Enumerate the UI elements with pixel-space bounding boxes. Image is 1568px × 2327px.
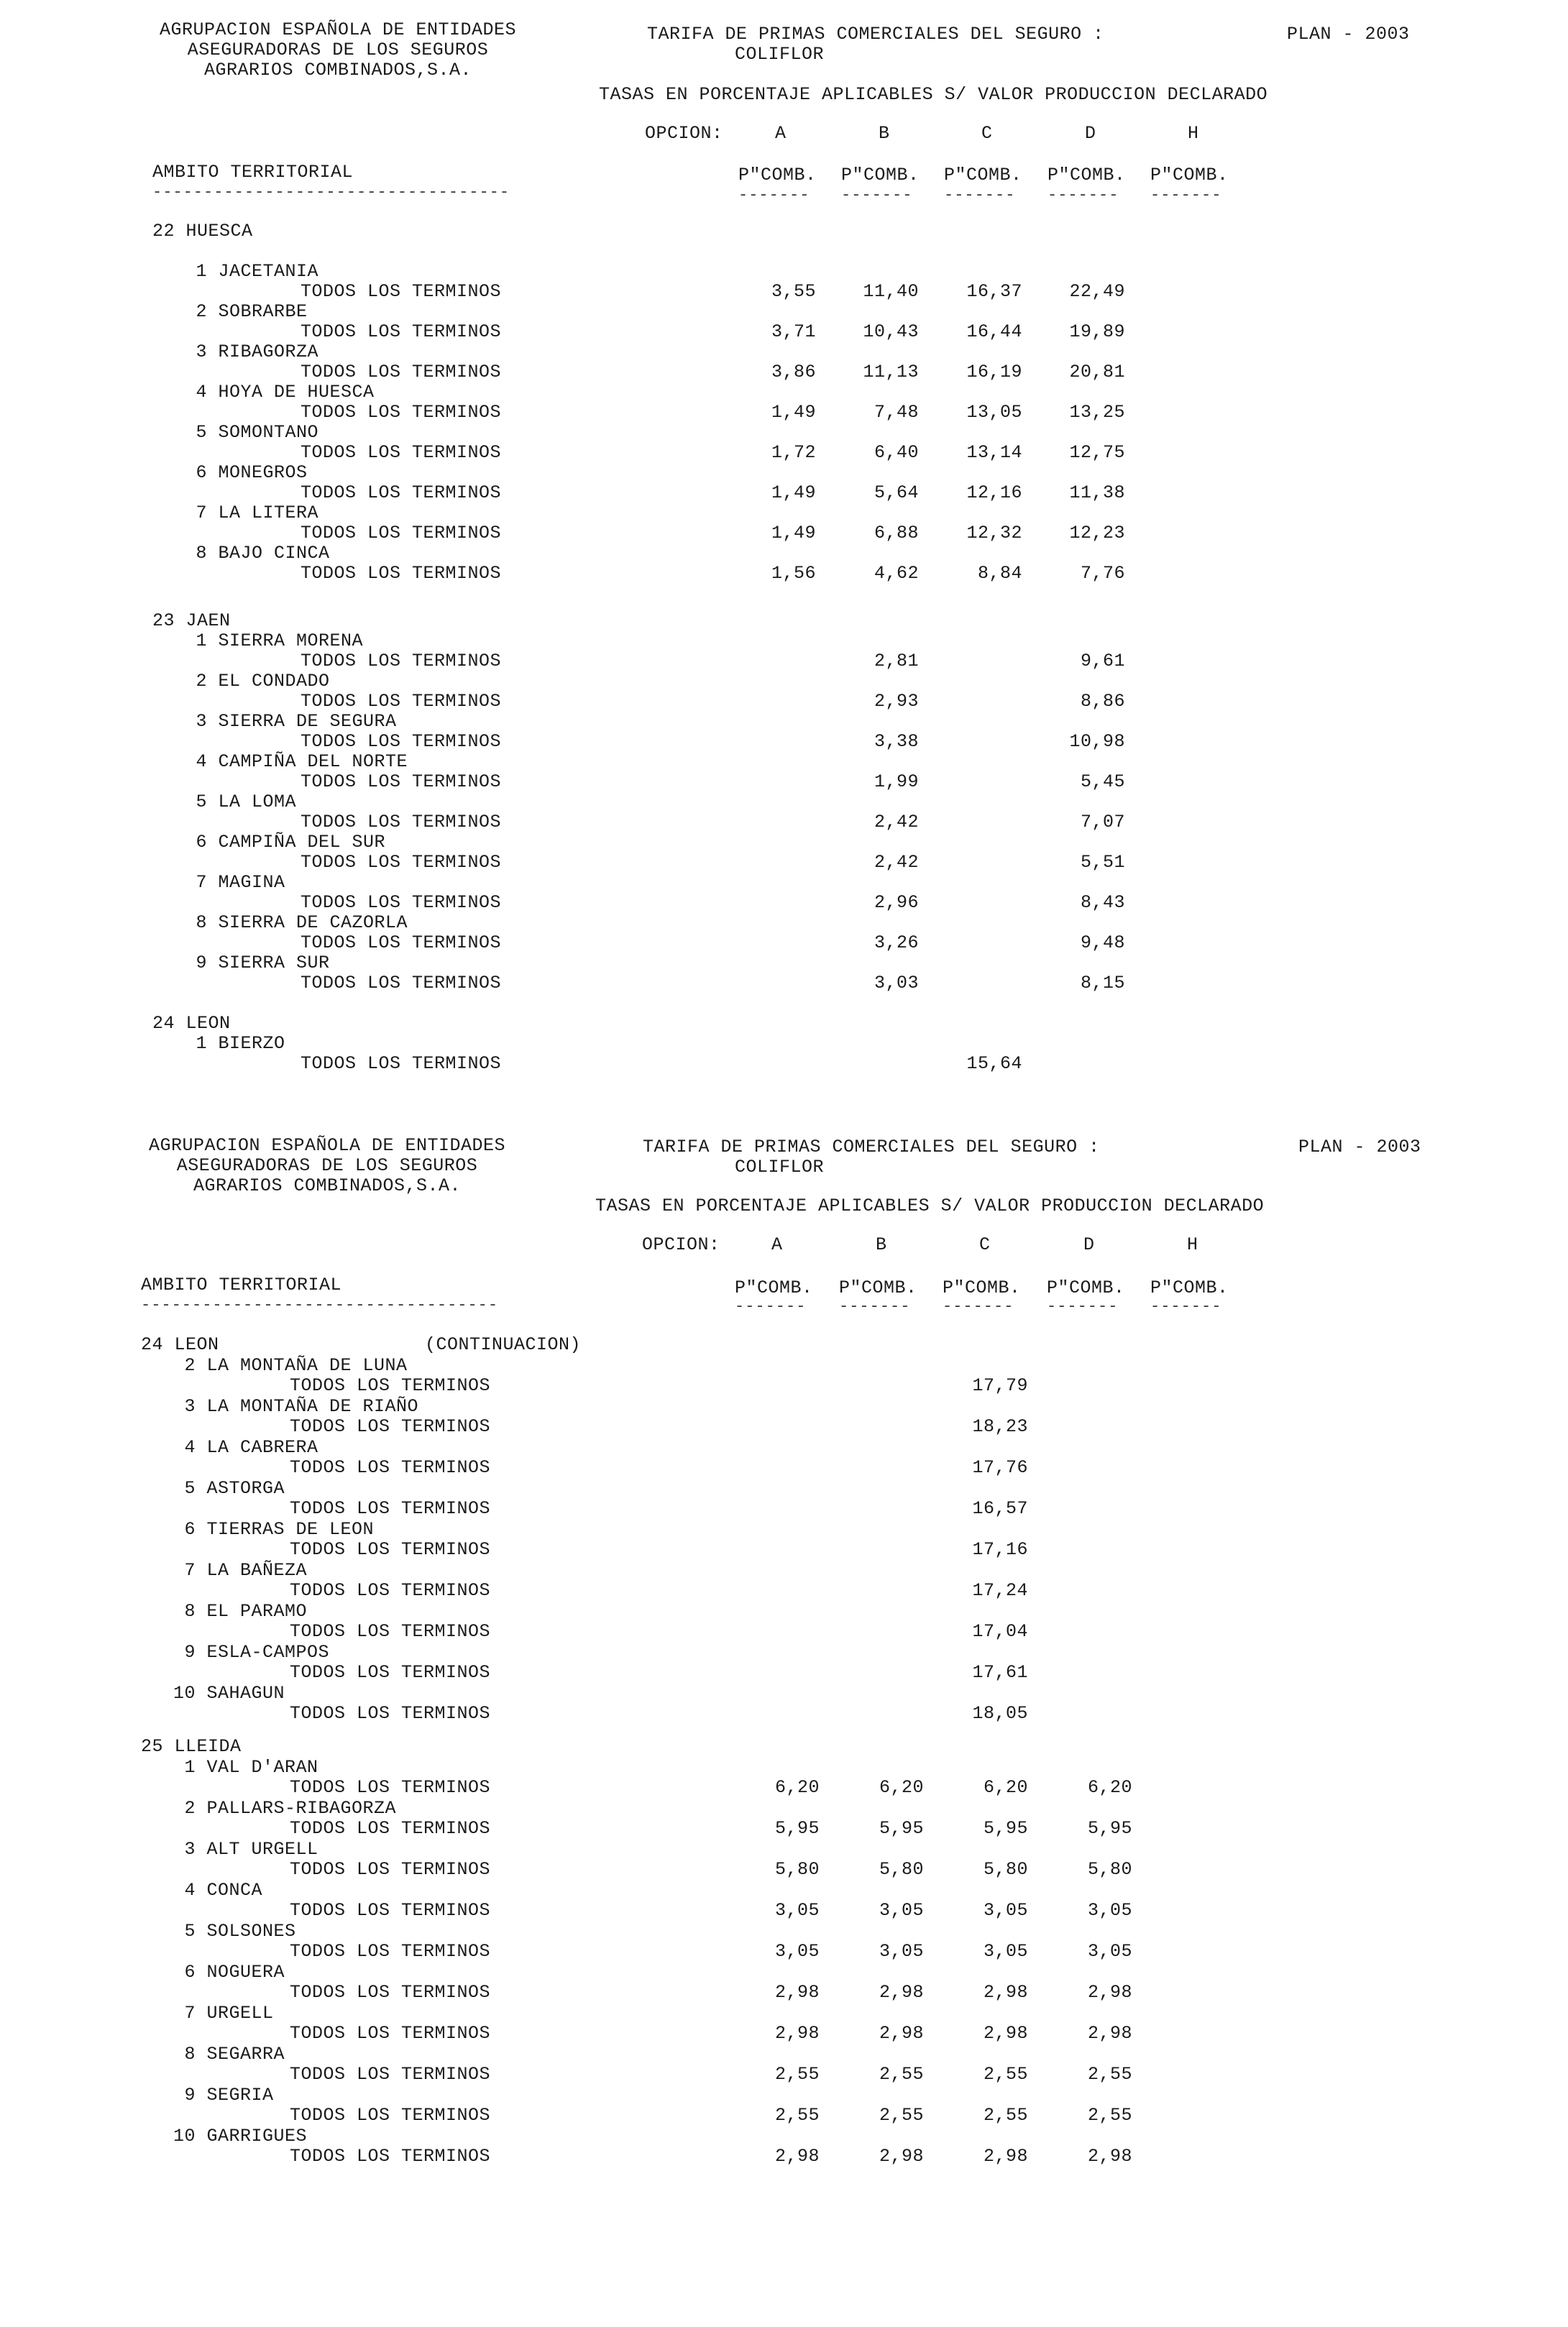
rate-option-b: 2,98 (879, 1982, 924, 2003)
todos-los-terminos-label: TODOS LOS TERMINOS (290, 2064, 491, 2085)
rate-option-a: 3,05 (774, 1941, 820, 1962)
org-name-line-1: AGRUPACION ESPAÑOLA DE ENTIDADES (148, 1135, 506, 1156)
comarca-name: 5 SOMONTANO (185, 422, 319, 443)
comarca-name: 2 PALLARS-RIBAGORZA (173, 1797, 397, 1819)
rate-option-d: 2,55 (1087, 2064, 1132, 2085)
col-header-c: P"COMB. (943, 1277, 1021, 1298)
rate-option-c: 8,84 (977, 563, 1022, 584)
org-name-line-1: AGRUPACION ESPAÑOLA DE ENTIDADES (159, 19, 517, 40)
rate-option-a: 3,05 (774, 1900, 820, 1921)
option-d: D (1085, 123, 1096, 144)
comarca-name: 8 SIERRA DE CAZORLA (185, 912, 408, 933)
crop-name: COLIFLOR (735, 44, 825, 65)
rate-option-d: 11,38 (1069, 482, 1125, 503)
rate-option-a: 5,80 (774, 1859, 820, 1880)
rate-option-d: 8,43 (1080, 892, 1125, 913)
todos-los-terminos-label: TODOS LOS TERMINOS (301, 281, 502, 302)
rate-option-d: 2,98 (1087, 2023, 1132, 2044)
rate-option-d: 6,20 (1087, 1777, 1132, 1798)
rate-option-a: 1,72 (771, 442, 816, 463)
todos-los-terminos-label: TODOS LOS TERMINOS (290, 1621, 491, 1642)
rate-option-c: 2,98 (983, 1982, 1028, 2003)
rate-option-d: 2,98 (1087, 1982, 1132, 2003)
rate-option-c: 16,19 (966, 362, 1022, 382)
comarca-name: 6 TIERRAS DE LEON (173, 1518, 375, 1540)
comarca-name: 1 JACETANIA (185, 261, 319, 282)
col-rule-a: ------- (738, 186, 810, 204)
comarca-name: 10 SAHAGUN (173, 1682, 285, 1704)
todos-los-terminos-label: TODOS LOS TERMINOS (301, 731, 502, 752)
rate-option-c: 3,05 (983, 1941, 1028, 1962)
comarca-name: 3 LA MONTAÑA DE RIAÑO (173, 1395, 419, 1417)
col-rule-d: ------- (1047, 1298, 1119, 1316)
rate-option-b: 11,13 (863, 362, 919, 382)
rate-option-c: 13,14 (966, 442, 1022, 463)
rate-option-c: 16,57 (972, 1498, 1028, 1519)
rate-option-a: 6,20 (774, 1777, 820, 1798)
comarca-name: 3 SIERRA DE SEGURA (185, 711, 397, 732)
ambito-territorial-label: AMBITO TERRITORIAL (152, 162, 354, 183)
todos-los-terminos-label: TODOS LOS TERMINOS (301, 691, 502, 712)
col-header-b: P"COMB. (841, 165, 920, 185)
comarca-name: 1 BIERZO (185, 1033, 285, 1054)
comarca-name: 7 URGELL (173, 2002, 274, 2024)
ambito-rule: ----------------------------------- (141, 1296, 499, 1314)
rate-option-c: 17,76 (972, 1457, 1028, 1478)
rate-option-a: 3,71 (771, 321, 816, 342)
rate-option-d: 3,05 (1087, 1900, 1132, 1921)
rate-option-d: 19,89 (1069, 321, 1125, 342)
rate-option-d: 3,05 (1087, 1941, 1132, 1962)
rate-option-d: 7,07 (1080, 812, 1125, 832)
option-a: A (775, 123, 787, 144)
todos-los-terminos-label: TODOS LOS TERMINOS (290, 2146, 491, 2167)
todos-los-terminos-label: TODOS LOS TERMINOS (301, 362, 502, 382)
rate-option-a: 2,98 (774, 2146, 820, 2167)
rate-option-d: 5,45 (1080, 771, 1125, 792)
rate-option-a: 1,49 (771, 482, 816, 503)
rate-option-b: 6,88 (874, 523, 919, 543)
comarca-name: 1 SIERRA MORENA (185, 630, 364, 651)
todos-los-terminos-label: TODOS LOS TERMINOS (290, 2105, 491, 2126)
rate-option-c: 2,98 (983, 2146, 1028, 2167)
todos-los-terminos-label: TODOS LOS TERMINOS (290, 1498, 491, 1519)
comarca-name: 6 NOGUERA (173, 1961, 285, 1983)
rate-option-b: 2,42 (874, 812, 919, 832)
rate-option-c: 5,95 (983, 1818, 1028, 1839)
rate-option-d: 5,80 (1087, 1859, 1132, 1880)
province-name: 24 LEON (141, 1334, 219, 1355)
todos-los-terminos-label: TODOS LOS TERMINOS (290, 1457, 491, 1478)
rate-option-a: 1,56 (771, 563, 816, 584)
rate-option-b: 11,40 (863, 281, 919, 302)
rate-option-c: 16,44 (966, 321, 1022, 342)
rate-option-c: 17,79 (972, 1375, 1028, 1396)
rate-option-a: 3,86 (771, 362, 816, 382)
col-header-a: P"COMB. (738, 165, 817, 185)
rate-option-d: 8,86 (1080, 691, 1125, 712)
org-name-line-3: AGRARIOS COMBINADOS,S.A. (203, 60, 472, 81)
col-header-c: P"COMB. (944, 165, 1022, 185)
rate-option-d: 5,95 (1087, 1818, 1132, 1839)
todos-los-terminos-label: TODOS LOS TERMINOS (301, 651, 502, 671)
rate-option-b: 4,62 (874, 563, 919, 584)
org-name-line-2: ASEGURADORAS DE LOS SEGUROS (176, 1155, 478, 1176)
rate-option-d: 12,75 (1069, 442, 1125, 463)
org-name-line-3: AGRARIOS COMBINADOS,S.A. (193, 1175, 462, 1196)
todos-los-terminos-label: TODOS LOS TERMINOS (301, 852, 502, 873)
comarca-name: 9 ESLA-CAMPOS (173, 1641, 330, 1663)
col-header-d: P"COMB. (1047, 165, 1126, 185)
rates-subtitle: TASAS EN PORCENTAJE APLICABLES S/ VALOR PRODUCCION DECLARADO (595, 1195, 1265, 1216)
comarca-name: 9 SEGRIA (173, 2084, 274, 2106)
rate-option-a: 2,98 (774, 2023, 820, 2044)
col-rule-h: ------- (1150, 1298, 1222, 1316)
comarca-name: 4 HOYA DE HUESCA (185, 382, 375, 403)
todos-los-terminos-label: TODOS LOS TERMINOS (290, 1375, 491, 1396)
rate-option-b: 5,80 (879, 1859, 924, 1880)
rate-option-c: 15,64 (966, 1053, 1022, 1074)
ambito-territorial-label: AMBITO TERRITORIAL (141, 1275, 342, 1295)
option-h: H (1187, 1234, 1198, 1255)
col-header-d: P"COMB. (1047, 1277, 1125, 1298)
rate-option-c: 13,05 (966, 402, 1022, 423)
rate-option-d: 9,61 (1080, 651, 1125, 671)
org-name-line-2: ASEGURADORAS DE LOS SEGUROS (187, 40, 489, 60)
todos-los-terminos-label: TODOS LOS TERMINOS (290, 2023, 491, 2044)
rate-option-c: 17,24 (972, 1580, 1028, 1601)
todos-los-terminos-label: TODOS LOS TERMINOS (301, 1053, 502, 1074)
todos-los-terminos-label: TODOS LOS TERMINOS (301, 932, 502, 953)
crop-name: COLIFLOR (735, 1157, 825, 1178)
comarca-name: 6 CAMPIÑA DEL SUR (185, 832, 386, 853)
province-name: 24 LEON (152, 1013, 231, 1034)
province-name: 25 LLEIDA (141, 1736, 242, 1757)
col-header-h: P"COMB. (1150, 1277, 1229, 1298)
opcion-label: OPCION: (645, 123, 723, 144)
comarca-name: 5 SOLSONES (173, 1920, 296, 1942)
comarca-name: 7 MAGINA (185, 872, 285, 893)
rate-option-a: 5,95 (774, 1818, 820, 1839)
province-name: 22 HUESCA (152, 221, 253, 242)
rate-option-c: 18,23 (972, 1416, 1028, 1437)
todos-los-terminos-label: TODOS LOS TERMINOS (290, 1539, 491, 1560)
rate-option-a: 2,55 (774, 2064, 820, 2085)
option-h: H (1188, 123, 1199, 144)
comarca-name: 4 CONCA (173, 1879, 263, 1901)
comarca-name: 10 GARRIGUES (173, 2125, 308, 2147)
todos-los-terminos-label: TODOS LOS TERMINOS (290, 1662, 491, 1683)
comarca-name: 5 ASTORGA (173, 1477, 285, 1499)
rate-option-c: 17,04 (972, 1621, 1028, 1642)
option-c: C (979, 1234, 991, 1255)
rate-option-a: 3,55 (771, 281, 816, 302)
todos-los-terminos-label: TODOS LOS TERMINOS (290, 1900, 491, 1921)
comarca-name: 8 SEGARRA (173, 2043, 285, 2065)
rate-option-d: 13,25 (1069, 402, 1125, 423)
option-d: D (1083, 1234, 1095, 1255)
col-rule-c: ------- (943, 1298, 1014, 1316)
col-header-b: P"COMB. (839, 1277, 917, 1298)
comarca-name: 2 SOBRARBE (185, 301, 308, 322)
rate-option-b: 2,93 (874, 691, 919, 712)
rate-option-c: 17,61 (972, 1662, 1028, 1683)
rate-option-a: 2,55 (774, 2105, 820, 2126)
rate-option-d: 9,48 (1080, 932, 1125, 953)
rate-option-b: 3,05 (879, 1900, 924, 1921)
todos-los-terminos-label: TODOS LOS TERMINOS (301, 482, 502, 503)
comarca-name: 7 LA BAÑEZA (173, 1559, 308, 1581)
comarca-name: 7 LA LITERA (185, 502, 319, 523)
comarca-name: 4 CAMPIÑA DEL NORTE (185, 751, 408, 772)
rate-option-c: 2,55 (983, 2064, 1028, 2085)
col-header-a: P"COMB. (735, 1277, 813, 1298)
col-rule-a: ------- (735, 1298, 807, 1316)
rate-option-d: 5,51 (1080, 852, 1125, 873)
rate-option-c: 12,16 (966, 482, 1022, 503)
tariff-title: TARIFA DE PRIMAS COMERCIALES DEL SEGURO : (647, 24, 1104, 45)
rate-option-c: 18,05 (972, 1703, 1028, 1724)
rate-option-d: 12,23 (1069, 523, 1125, 543)
comarca-name: 4 LA CABRERA (173, 1436, 318, 1458)
rate-option-c: 2,55 (983, 2105, 1028, 2126)
tariff-title: TARIFA DE PRIMAS COMERCIALES DEL SEGURO : (643, 1137, 1100, 1157)
option-b: B (876, 1234, 887, 1255)
col-rule-h: ------- (1150, 186, 1222, 204)
rate-option-d: 20,81 (1069, 362, 1125, 382)
todos-los-terminos-label: TODOS LOS TERMINOS (301, 402, 502, 423)
comarca-name: 3 ALT URGELL (173, 1838, 318, 1860)
todos-los-terminos-label: TODOS LOS TERMINOS (301, 973, 502, 993)
rate-option-c: 6,20 (983, 1777, 1028, 1798)
rate-option-d: 7,76 (1080, 563, 1125, 584)
rate-option-b: 3,26 (874, 932, 919, 953)
rate-option-b: 2,55 (879, 2105, 924, 2126)
rate-option-b: 1,99 (874, 771, 919, 792)
ambito-rule: ----------------------------------- (152, 183, 510, 201)
rate-option-d: 2,55 (1087, 2105, 1132, 2126)
todos-los-terminos-label: TODOS LOS TERMINOS (290, 1703, 491, 1724)
col-rule-d: ------- (1047, 186, 1119, 204)
todos-los-terminos-label: TODOS LOS TERMINOS (301, 523, 502, 543)
option-a: A (771, 1234, 783, 1255)
rate-option-c: 17,16 (972, 1539, 1028, 1560)
plan-year: PLAN - 2003 (1298, 1137, 1421, 1157)
rate-option-c: 16,37 (966, 281, 1022, 302)
col-header-h: P"COMB. (1150, 165, 1229, 185)
rate-option-b: 2,55 (879, 2064, 924, 2085)
rate-option-b: 7,48 (874, 402, 919, 423)
rate-option-d: 8,15 (1080, 973, 1125, 993)
todos-los-terminos-label: TODOS LOS TERMINOS (290, 1941, 491, 1962)
todos-los-terminos-label: TODOS LOS TERMINOS (290, 1982, 491, 2003)
todos-los-terminos-label: TODOS LOS TERMINOS (301, 442, 502, 463)
comarca-name: 5 LA LOMA (185, 791, 297, 812)
comarca-name: 6 MONEGROS (185, 462, 308, 483)
rate-option-a: 2,98 (774, 1982, 820, 2003)
rate-option-c: 3,05 (983, 1900, 1028, 1921)
rate-option-c: 2,98 (983, 2023, 1028, 2044)
col-rule-b: ------- (839, 1298, 911, 1316)
rate-option-b: 3,05 (879, 1941, 924, 1962)
todos-los-terminos-label: TODOS LOS TERMINOS (301, 321, 502, 342)
todos-los-terminos-label: TODOS LOS TERMINOS (290, 1859, 491, 1880)
opcion-label: OPCION: (642, 1234, 720, 1255)
rate-option-b: 5,64 (874, 482, 919, 503)
rate-option-b: 3,03 (874, 973, 919, 993)
col-rule-b: ------- (841, 186, 913, 204)
rate-option-b: 6,20 (879, 1777, 924, 1798)
todos-los-terminos-label: TODOS LOS TERMINOS (301, 892, 502, 913)
continuation-note: (CONTINUACION) (425, 1334, 582, 1355)
todos-los-terminos-label: TODOS LOS TERMINOS (290, 1416, 491, 1437)
rate-option-b: 6,40 (874, 442, 919, 463)
rate-option-b: 2,98 (879, 2023, 924, 2044)
todos-los-terminos-label: TODOS LOS TERMINOS (301, 771, 502, 792)
comarca-name: 2 EL CONDADO (185, 671, 330, 692)
rate-option-c: 12,32 (966, 523, 1022, 543)
rate-option-b: 5,95 (879, 1818, 924, 1839)
option-b: B (879, 123, 890, 144)
rate-option-d: 22,49 (1069, 281, 1125, 302)
rate-option-a: 1,49 (771, 523, 816, 543)
rate-option-b: 10,43 (863, 321, 919, 342)
todos-los-terminos-label: TODOS LOS TERMINOS (290, 1580, 491, 1601)
option-c: C (981, 123, 993, 144)
todos-los-terminos-label: TODOS LOS TERMINOS (301, 812, 502, 832)
col-rule-c: ------- (944, 186, 1016, 204)
comarca-name: 9 SIERRA SUR (185, 953, 330, 973)
todos-los-terminos-label: TODOS LOS TERMINOS (290, 1777, 491, 1798)
rate-option-d: 10,98 (1069, 731, 1125, 752)
rate-option-b: 3,38 (874, 731, 919, 752)
rate-option-c: 5,80 (983, 1859, 1028, 1880)
todos-los-terminos-label: TODOS LOS TERMINOS (301, 563, 502, 584)
comarca-name: 8 EL PARAMO (173, 1600, 308, 1622)
rate-option-b: 2,81 (874, 651, 919, 671)
rate-option-b: 2,96 (874, 892, 919, 913)
comarca-name: 1 VAL D'ARAN (173, 1756, 318, 1778)
rate-option-b: 2,98 (879, 2146, 924, 2167)
rate-option-a: 1,49 (771, 402, 816, 423)
plan-year: PLAN - 2003 (1287, 24, 1410, 45)
comarca-name: 3 RIBAGORZA (185, 341, 319, 362)
rate-option-b: 2,42 (874, 852, 919, 873)
rates-subtitle: TASAS EN PORCENTAJE APLICABLES S/ VALOR PRODUCCION DECLARADO (599, 84, 1268, 105)
province-name: 23 JAEN (152, 610, 231, 631)
comarca-name: 8 BAJO CINCA (185, 543, 330, 564)
comarca-name: 2 LA MONTAÑA DE LUNA (173, 1354, 408, 1376)
rate-option-d: 2,98 (1087, 2146, 1132, 2167)
todos-los-terminos-label: TODOS LOS TERMINOS (290, 1818, 491, 1839)
